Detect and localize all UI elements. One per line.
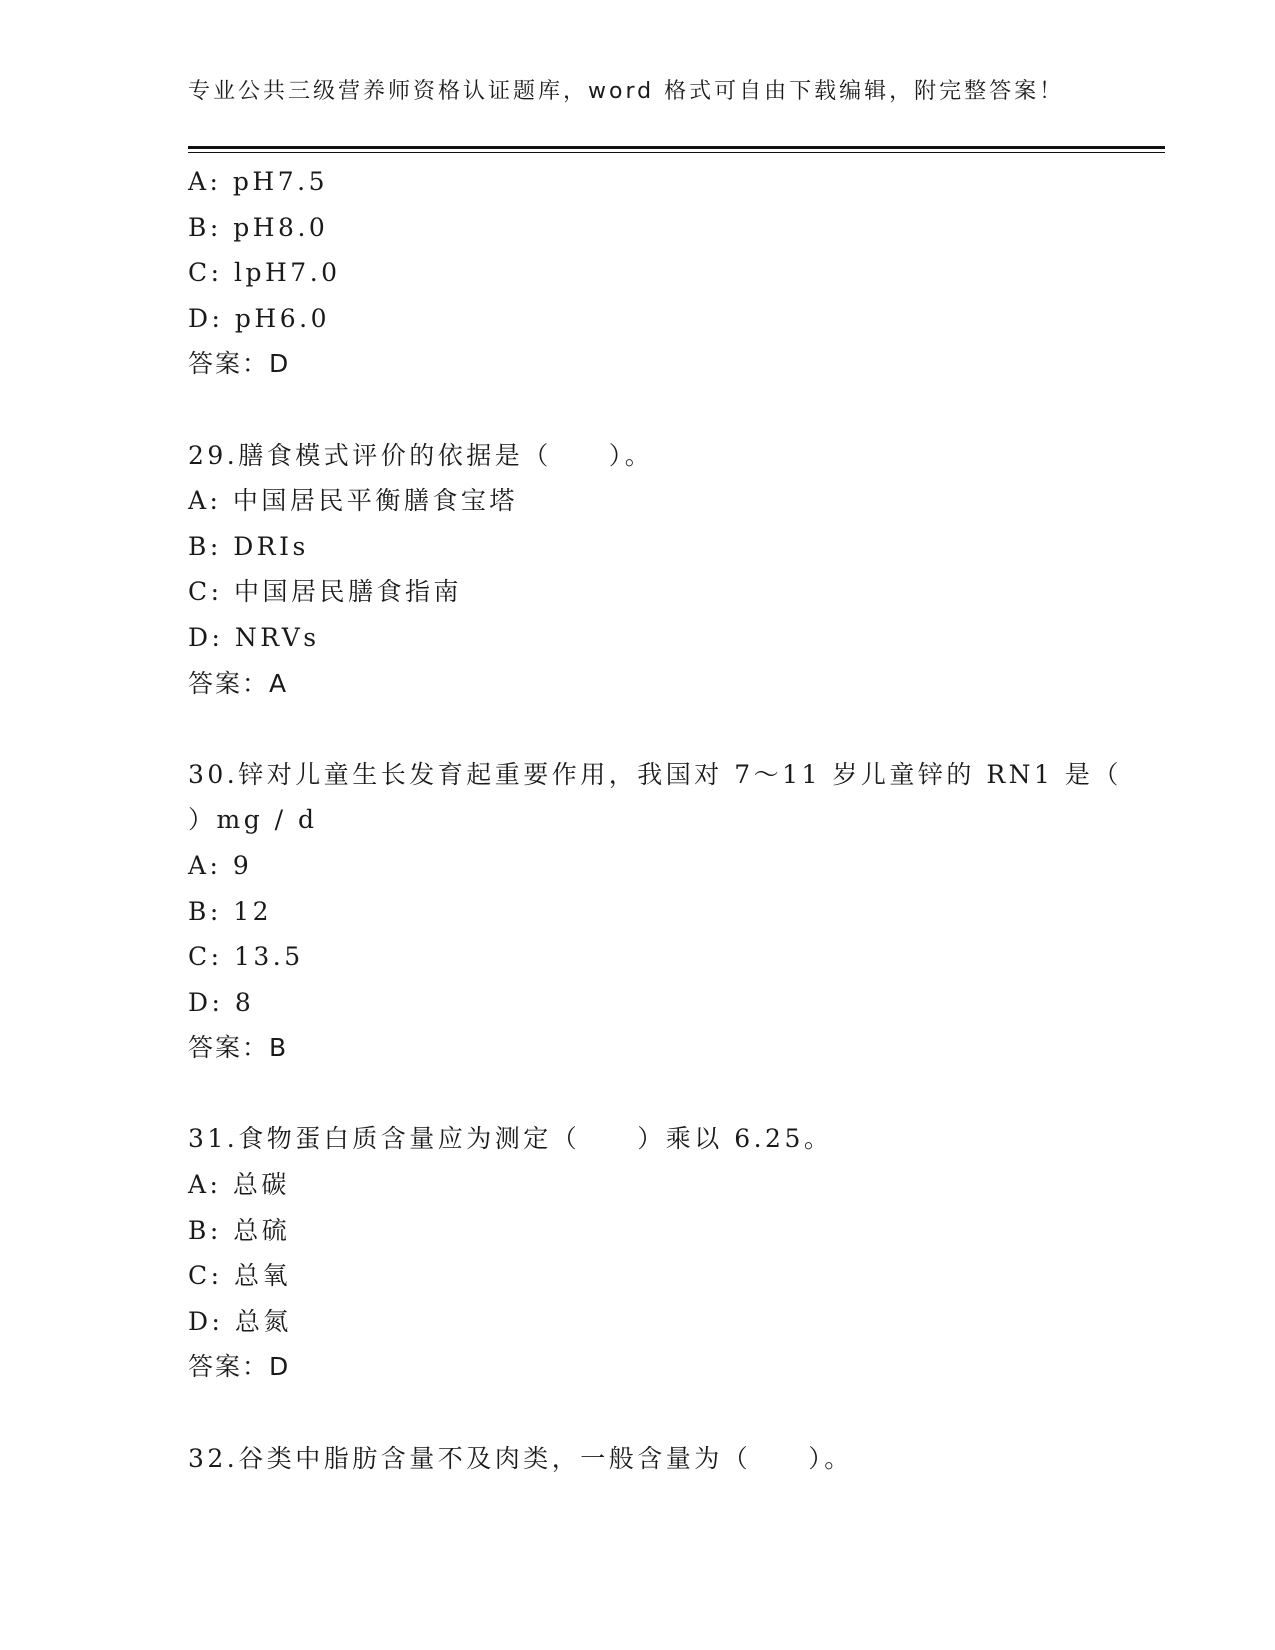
option-a: A: 中国居民平衡膳食宝塔 xyxy=(188,486,518,516)
question-stem: 29.膳食模式评价的依据是（ ）。 xyxy=(188,440,654,470)
answer: 答案：A xyxy=(188,668,289,698)
question-31 xyxy=(188,1116,1148,1390)
question-28 xyxy=(188,159,1148,387)
question-stem: 32.谷类中脂肪含量不及肉类，一般含量为（ ）。 xyxy=(188,1443,853,1473)
answer: 答案：D xyxy=(188,1352,291,1382)
header-rule-thin xyxy=(188,152,1165,153)
option-b: B: pH8.0 xyxy=(188,212,329,242)
option-c: C: 13.5 xyxy=(188,942,304,972)
question-stem-continued: ）mg / d xyxy=(188,805,318,835)
answer: 答案：B xyxy=(188,1033,289,1063)
option-b: B: 12 xyxy=(188,896,273,926)
option-c: C: lpH7.0 xyxy=(188,258,341,288)
option-d: D: 8 xyxy=(188,987,255,1017)
spacer xyxy=(188,1390,1148,1436)
option-b: B: DRIs xyxy=(188,531,309,561)
option-a: A: 9 xyxy=(188,850,253,880)
answer: 答案：D xyxy=(188,349,291,379)
page-header: 专业公共三级营养师资格认证题库，word 格式可自由下载编辑，附完整答案！ xyxy=(188,79,1065,104)
option-d: D: 总氮 xyxy=(188,1306,292,1336)
option-a: A: 总碳 xyxy=(188,1170,290,1200)
option-c: C: 总氧 xyxy=(188,1261,291,1291)
question-stem: 31.食物蛋白质含量应为测定（ ）乘以 6.25。 xyxy=(188,1124,833,1154)
option-d: D: NRVs xyxy=(188,622,320,652)
option-a: A: pH7.5 xyxy=(188,167,328,196)
option-c: C: 中国居民膳食指南 xyxy=(188,577,462,607)
question-29 xyxy=(188,433,1148,707)
spacer xyxy=(188,1071,1148,1117)
question-30 xyxy=(188,752,1148,1071)
option-d: D: pH6.0 xyxy=(188,303,330,333)
question-stem: 30.锌对儿童生长发育起重要作用，我国对 7～11 岁儿童锌的 RN1 是（ xyxy=(188,759,1122,789)
header-rule-thick xyxy=(188,146,1165,149)
question-list xyxy=(188,159,1148,1481)
option-b: B: 总硫 xyxy=(188,1215,291,1245)
question-32 xyxy=(188,1436,1148,1482)
spacer xyxy=(188,387,1148,433)
spacer xyxy=(188,706,1148,752)
